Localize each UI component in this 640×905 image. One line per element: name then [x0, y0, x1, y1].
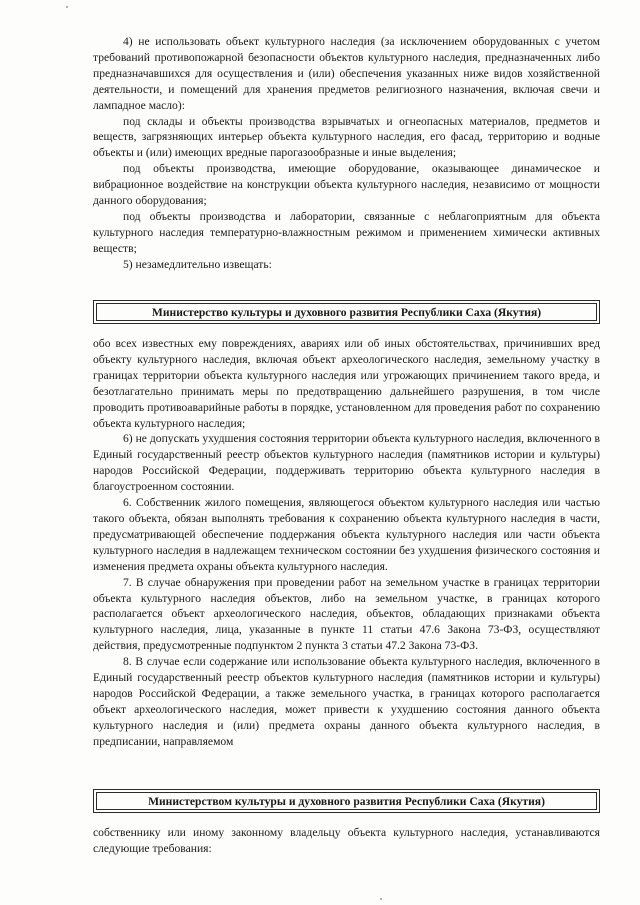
- paragraph-item-5: 5) незамедлительно извещать:: [123, 257, 272, 271]
- paragraph-7-discovery: 7. В случае обнаружения при проведении работ на земельном участке в границах территории объекта культурного наследия объектов, либо на земельном участке, в границах которого располагается объект археологического наследия, объектов, обладающих признаками объекта культурного наследия, лица, указанные в пункте 11 статьи 47.6 Закона 73-ФЗ, осуществляют действия, предусмотренные подпунктом 2 пункта 3 статьи 47.2 Закона 73-ФЗ.: [93, 575, 600, 653]
- paragraph-8-content: 8. В случае если содержание или использование объекта культурного наследия, включенного в Единый государственный реестр объектов культурного наследия (памятников истории и культуры) народов Российской Федерации, а также земельного участка, в границах которого располагается объект археологического наследия, может привести к ухудшению состояния данного объекта культурного наследия и (или) предмета охраны данного объекта культурного наследия, в предписании, направляемом: [93, 655, 600, 748]
- paragraph-owner-requirements: собственнику или иному законному владельцу объекта культурного наследия, устанавливаются следующие требования:: [93, 826, 600, 855]
- bottom-text-block: [93, 825, 600, 857]
- ministry-box-1: [93, 300, 600, 324]
- paragraph-warehouses: под склады и объекты производства взрывчатых и огнеопасных материалов, предметов и веществ, загрязняющих интерьер объекта культурного наследия, его фасад, территорию и водные объекты и (или) имеющих вредные парогазообразные и иные выделения;: [93, 114, 600, 160]
- ministry-box-1-text: Министерство культуры и духовного развития Республики Саха (Якутия): [151, 305, 542, 319]
- paragraph-damages: обо всех известных ему повреждениях, авариях или об иных обстоятельствах, причинивших вред объекту культурного наследия, включая объект археологического наследия, земельному участку в границах территории объекта культурного наследия или угрожающих причинением такого вреда, и безотлагательно принимать меры по предотвращению дальнейшего разрушения, в том числе проводить противоаварийные работы в порядке, установленном для проведения работ по сохранению объекта культурного наследия;: [93, 337, 600, 430]
- top-text-block: [93, 34, 600, 273]
- paragraph-item-6-territory: 6) не допускать ухудшения состояния территории объекта культурного наследия, включенного в Единый государственный реестр объектов культурного наследия (памятников истории и культуры) народов Российской Федерации, поддерживать территорию объекта культурного наследия в благоустроенном состоянии.: [93, 432, 600, 494]
- paragraph-item-4: 4) не использовать объект культурного наследия (за исключением оборудованных с учетом требований противопожарной безопасности объектов культурного наследия, предназначенных либо предназначавшихся для осуществления и (или) обеспечения указанных ниже видов хозяйственной деятельности, и помещений для хранения предметов религиозного назначения, включая свечи и лампадное масло):: [93, 35, 600, 112]
- paragraph-6-owner: 6. Собственник жилого помещения, являющегося объектом культурного наследия или частью такого объекта, обязан выполнять требования к сохранению объекта культурного наследия в части, предусматривающей обеспечение поддержания объекта культурного наследия или части объекта культурного наследия в надлежащем техническом состоянии без ухудшения физического состояния и изменения предмета охраны объекта культурного наследия.: [93, 496, 600, 573]
- paragraph-laboratories: под объекты производства и лаборатории, связанные с неблагоприятным для объекта культурного наследия температурно-влажностным режимом и применением химически активных веществ;: [93, 209, 600, 255]
- scan-speck: [380, 898, 382, 900]
- ministry-box-2: [93, 789, 600, 813]
- ministry-box-2-text: Министерством культуры и духовного развития Республики Саха (Якутия): [148, 794, 545, 808]
- scan-speck: [66, 6, 68, 8]
- middle-text-block: [93, 336, 600, 750]
- paragraph-production-dynamic: под объекты производства, имеющие оборудование, оказывающее динамическое и вибрационное воздействие на конструкции объекта культурного наследия, независимо от мощности данного оборудования;: [93, 162, 600, 208]
